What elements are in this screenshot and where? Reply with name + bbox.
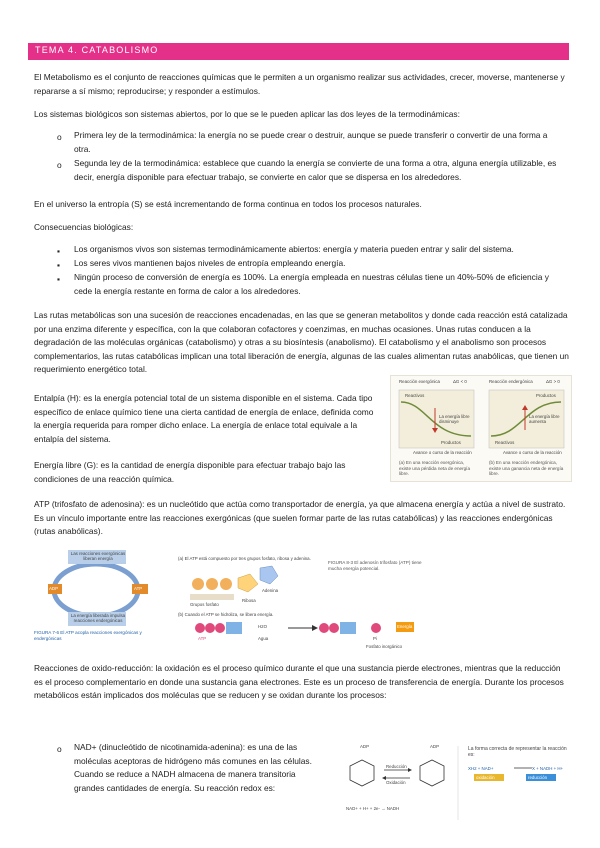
enthalpy-paragraph: Entalpía (H): es la energía potencial total de un sistema disponible en el sistema. Cada tipo específico de enlace químico tiene una cierta cantidad de energía de enlace, definida como la energía requerida para romper dicho enlace. La energía de enlace total equivale a la entalpía del sistema. — [34, 393, 374, 444]
atp-structure-figure — [178, 556, 436, 654]
law-1: Primera ley de la termodinámica: la energía no se puede crear o destruir, aunque se puede transferir o convertir de una forma a otra. — [74, 130, 548, 154]
water-caption: Agua — [258, 636, 269, 641]
reduction-label: Reducción — [386, 764, 407, 769]
eq2-right: X + NADH + H+ — [532, 766, 564, 771]
reduction-badge: reducción — [528, 775, 548, 780]
exergonic-label: La energía libre disminuye — [439, 414, 470, 424]
free-energy-paragraph: Energía libre (G): es la cantidad de energía disponible para efectuar trabajo bajo las condiciones de una reacción química. — [34, 460, 346, 484]
consequence-1: Los organismos vivos son sistemas termodinámicamente abiertos: energía y materia pueden entrar y salir del sistema. — [74, 244, 514, 254]
section-header — [28, 43, 569, 60]
products-label-right: Productos — [536, 393, 556, 398]
exergonic-caption: (a) En una reacción exergónica, existe una pérdida neta de energía libre. — [399, 460, 471, 476]
bullet-icon: ▪ — [57, 246, 60, 256]
endergonic-title: Reacción endergónica — [489, 379, 533, 384]
nad-figure — [336, 740, 570, 824]
energy-label: Energía — [397, 624, 413, 629]
reactants-label-right: Reactivos — [495, 440, 515, 445]
exergonic-dg: ΔG < 0 — [453, 379, 467, 384]
water-label: H2O — [258, 624, 268, 629]
atp-side-note: FIGURA 8-3 El adenosín trifosfato (ATP) tiene mucha energía potencial. — [328, 560, 422, 571]
nad-note: La forma correcta de representar la reacción es: — [468, 746, 567, 758]
bullet-icon: o — [57, 160, 62, 170]
oxidation-label: Oxidación — [386, 780, 406, 785]
bullet-icon: ▪ — [57, 260, 60, 270]
consequences-title: Consecuencias biológicas: — [34, 222, 134, 232]
atp-cycle-figure — [34, 548, 162, 646]
exergonic-title: Reacción exergónica — [399, 379, 441, 384]
law-2: Segunda ley de la termodinámica: establece que cuando la energía se convierte de una forma a otra, alguna energía utilizable, es decir, energía disponible para efectuar trabajo, se convierte en calor que se dispersa en los alrededores. — [74, 158, 557, 182]
consequence-3: Ningún proceso de conversión de energía es 100%. La energía empleada en nuestras células tiene un 40%-50% de eficiencia y cede la energía restante en forma de calor a los alrededores. — [74, 272, 549, 296]
oxidation-badge: oxidación — [476, 775, 495, 780]
ribose-label: Ribosa — [242, 598, 256, 603]
consequence-2: Los seres vivos mantienen bajos niveles de entropía empleando energía. — [74, 258, 346, 268]
adenine-label: Adenina — [262, 588, 279, 593]
products-label: Productos — [441, 440, 461, 445]
reactants-label: Reactivos — [405, 393, 425, 398]
endergonic-caption: (b) En una reacción endergónica, existe una ganancia neta de energía libre. — [489, 460, 564, 476]
nad-paragraph: NAD+ (dinucleótido de nicotinamida-adenina): es una de las moléculas aceptoras de hidrógeno más comunes en las células. Cuando se reduce a NADH almacena de manera transitoria grandes cantidades de energía. Su reacción redox es: — [74, 742, 312, 793]
exergonic-label: Las reacciones exergónicas liberan energía — [70, 551, 126, 561]
progress-label-right: Avance o curso de la reacción — [503, 450, 562, 455]
bullet-icon: ▪ — [57, 274, 60, 284]
bullet-icon: o — [57, 744, 62, 754]
routes-paragraph: Las rutas metabólicas son una sucesión de reacciones encadenadas, en las que se generan metabolitos y donde cada reacción está catalizada por una enzima diferente y específica, con la que colaboran cofactores y coenzimas, en muchas ocasiones. Unas rutas conducen a la degradación de las moléculas orgánicas (catabolismo) y otras a su biosíntesis (anabolismo). El catabolismo y el anabolismo son procesos complementarios, las rutas catabólicas implican una total liberación de energía, algunas de las cuales alimentan rutas anabólicas, que tienen un requerimiento energético total. — [34, 310, 569, 374]
adp-label-right: ADP — [430, 744, 440, 749]
progress-label: Avance o curso de la reacción — [413, 450, 472, 455]
endergonic-label: La energía liberada impulsa reacciones endergónicas — [70, 613, 126, 623]
pi-label: Pi — [373, 636, 377, 641]
atp-paragraph: ATP (trifosfato de adenosina): es un nucleótido que actúa como transportador de energía, ya que almacena energía y actúa a nivel de sustrato. Es un vínculo importante entre las reacciones exergónicas (que suelen formar parte de las rutas catabólicas) y las reacciones endergónicas (rutas anabólicas). — [34, 499, 566, 536]
energy-diagram-figure — [390, 375, 572, 482]
bullet-icon: o — [57, 132, 62, 142]
systems-intro: Los sistemas biológicos son sistemas abiertos, por lo que se le pueden aplicar las dos leyes de la termodinámicas: — [34, 109, 460, 119]
eq2-left: XH2 + NAD+ — [468, 766, 494, 771]
redox-paragraph: Reacciones de oxido-reducción: la oxidación es el proceso químico durante el que una sustancia pierde electrones, mientras que la reducción es el proceso complementario en donde una sustancia gana electrones. Este es un proceso de transferencia de energía. Durante los procesos metabólicos están implicados dos moléculas que se reducen y se oxidan durante los procesos: — [34, 663, 564, 700]
adp-label-left: ADP — [360, 744, 370, 749]
phosphates-label: Grupos fosfato — [190, 602, 219, 607]
phosphate-caption: Fosfato inorgánico — [366, 644, 403, 649]
atp-structure-header: (a) El ATP está compuesto por tres grupos fosfato, ribosa y adenina. — [178, 556, 311, 561]
entropy-paragraph: En el universo la entropía (S) se está incrementando de forma continua en todos los procesos naturales. — [34, 199, 422, 209]
atp-react-label: ATP — [198, 636, 207, 641]
hydrolysis-label: (b) Cuando el ATP se hidroliza, se libera energía. — [178, 612, 274, 617]
intro-paragraph: El Metabolismo es el conjunto de reacciones químicas que le permiten a un organismo realizar sus actividades, crecer, moverse, mantenerse y repararse a sí mismo; reproducirse; y responder a estímulos. — [34, 72, 565, 96]
endergonic-dg: ΔG > 0 — [546, 379, 560, 384]
nad-equation: NAD+ + H+ + 2e- → NADH — [346, 806, 400, 811]
section-title: TEMA 4. CATABOLISMO — [35, 45, 159, 55]
atp-cycle-caption: FIGURA 7-6 El ATP acopla reacciones exergónicas y endergónicas — [34, 630, 142, 641]
adp-label: ADP — [49, 586, 59, 591]
atp-label: ATP — [134, 586, 143, 591]
endergonic-label: La energía libre aumenta — [529, 414, 560, 424]
